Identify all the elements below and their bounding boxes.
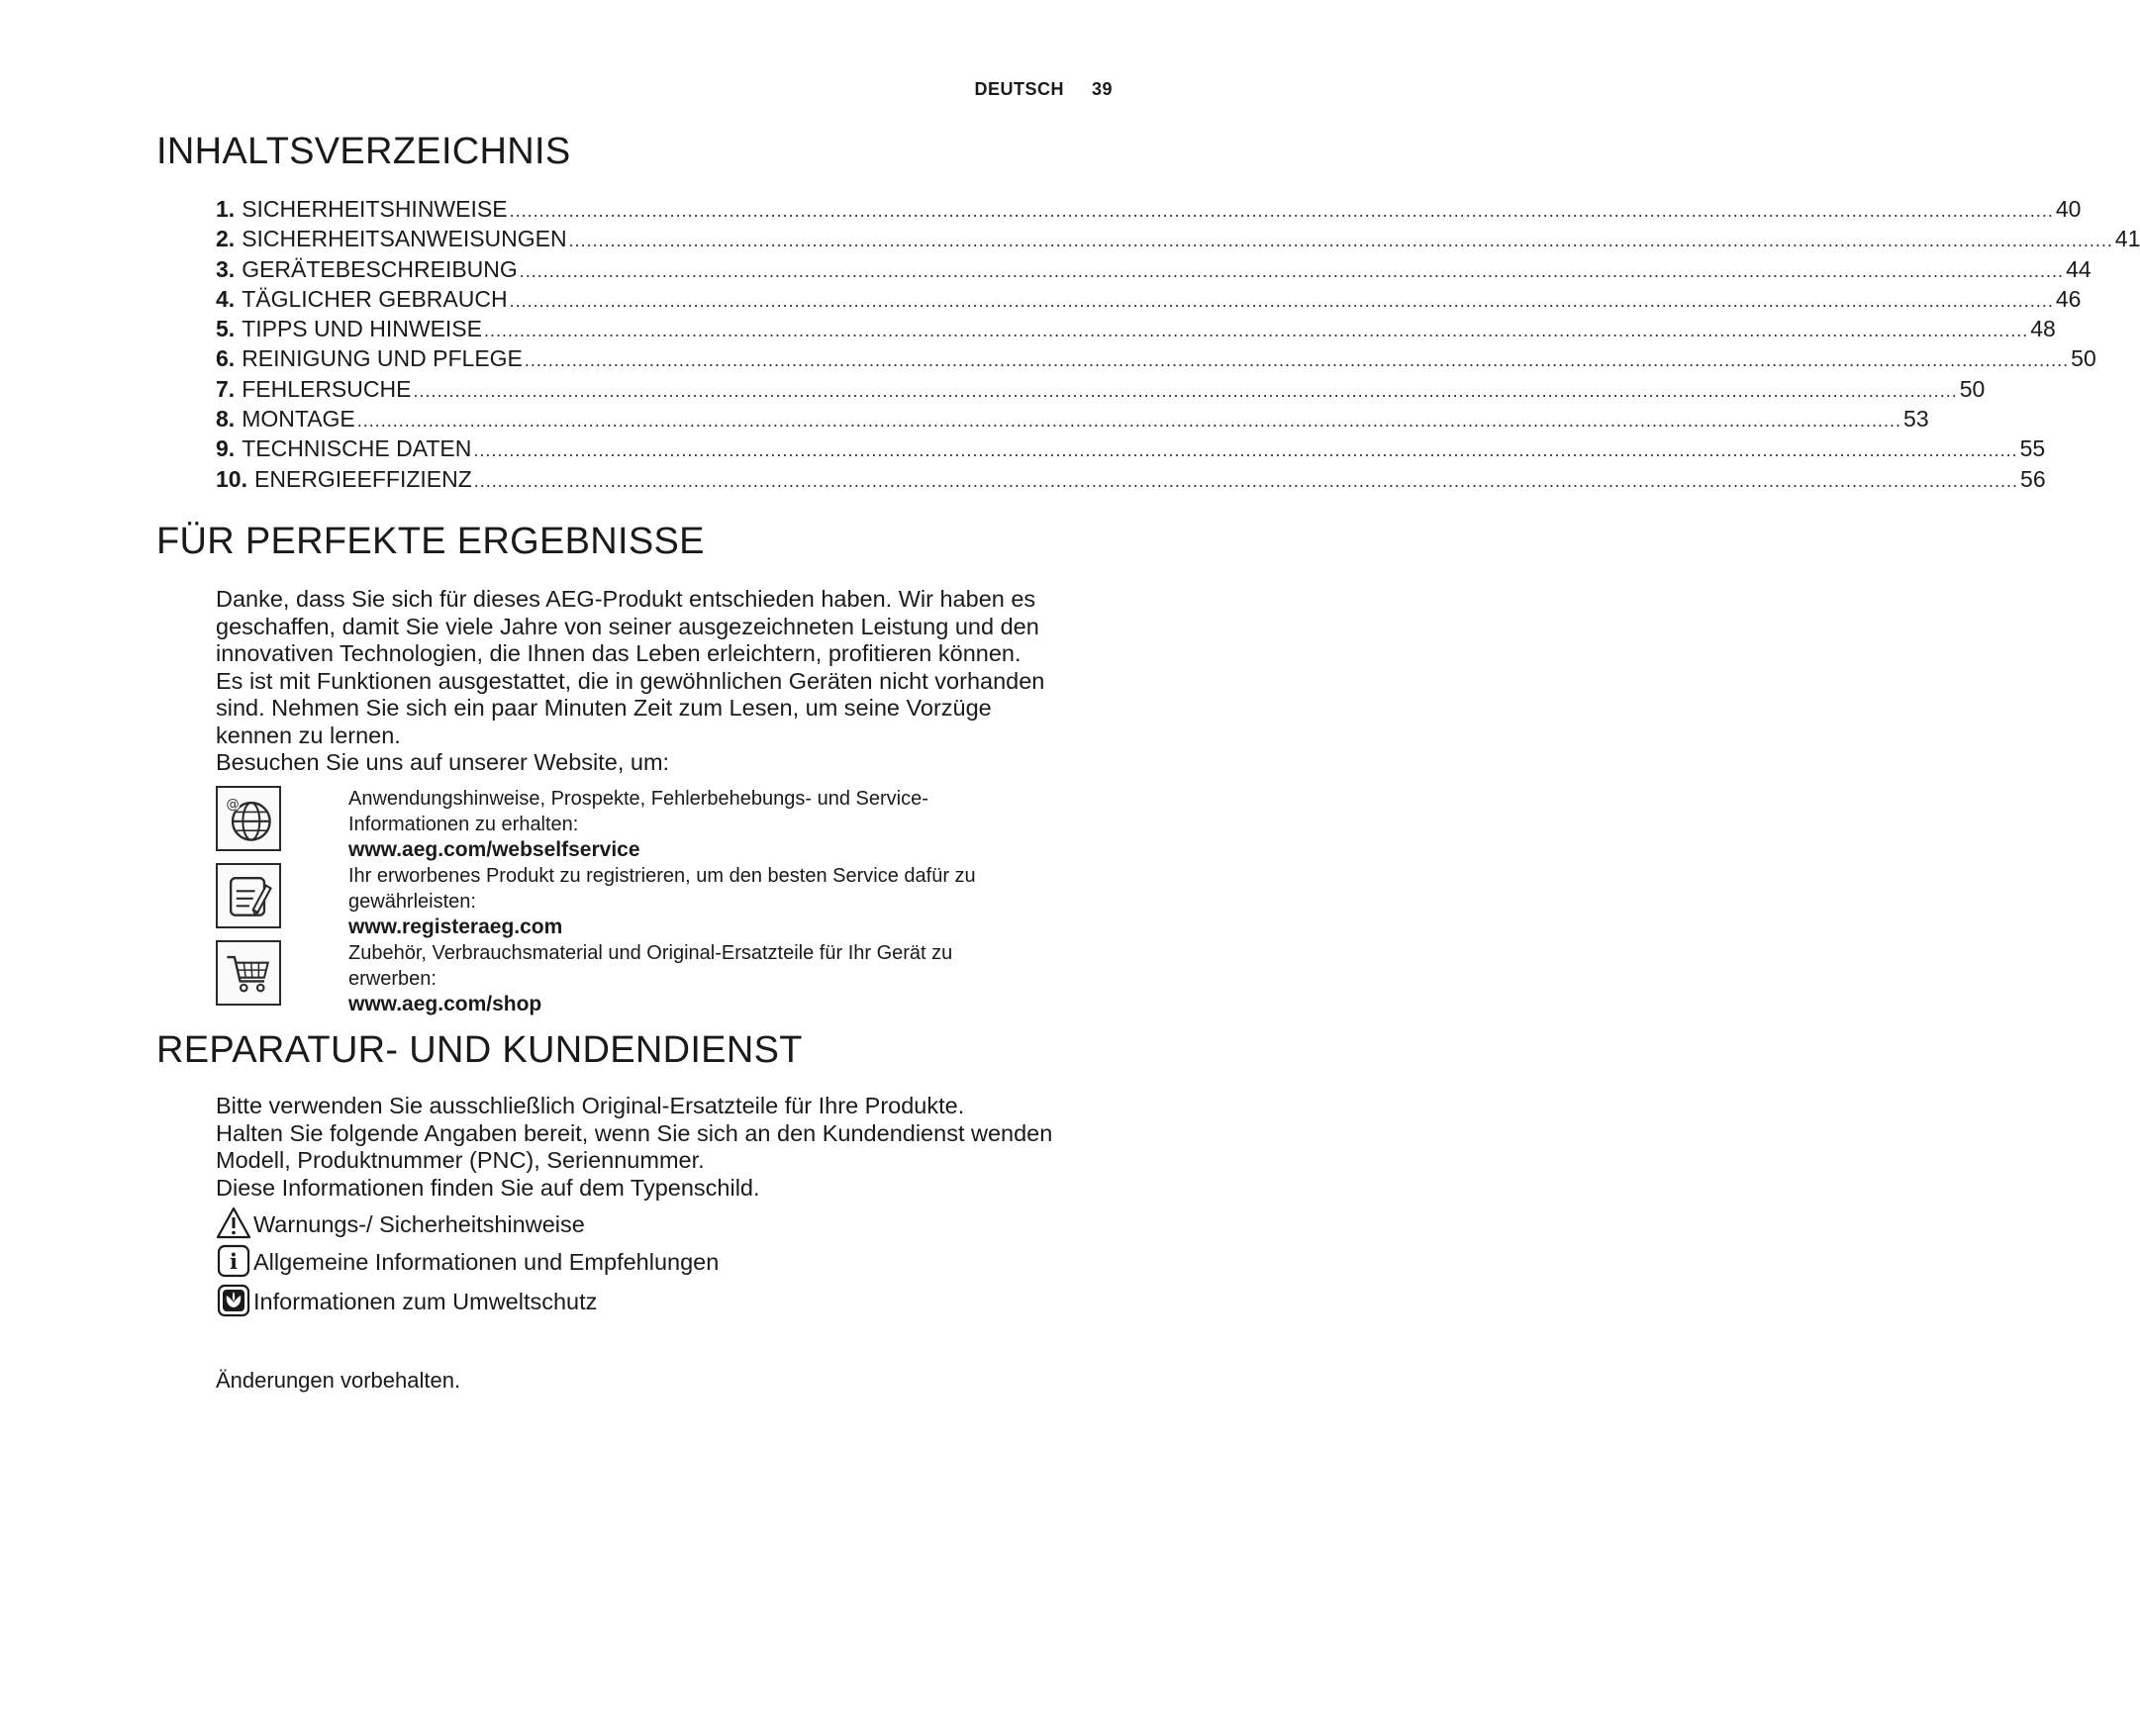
toc-entry-title: TIPPS UND HINWEISE — [242, 316, 482, 342]
toc-entry — [216, 435, 2046, 465]
toc-entry-number: 9. — [216, 435, 236, 462]
service-text — [216, 1093, 1126, 1202]
web-item-webselfservice — [216, 786, 1107, 861]
results-intro — [216, 586, 1126, 777]
legend-environment — [216, 1283, 1107, 1318]
web-item-desc: erwerben: — [348, 968, 437, 990]
shopping-cart-icon — [216, 940, 281, 1006]
toc-entry-title: TÄGLICHER GEBRAUCH — [242, 285, 508, 312]
toc-entry — [216, 226, 2140, 255]
toc-entry-number: 6. — [216, 345, 236, 372]
results-heading: FÜR PERFEKTE ERGEBNISSE — [156, 521, 705, 562]
toc-entry — [216, 196, 2082, 226]
toc-entry-number: 8. — [216, 406, 236, 433]
toc-entry-page: 55 — [2019, 435, 2046, 462]
toc-leader-dots: .................................................................................................................................................................................................................................................................... — [356, 411, 1902, 432]
toc-heading: INHALTSVERZEICHNIS — [156, 131, 571, 172]
toc-entry-title: FEHLERSUCHE — [242, 375, 412, 402]
globe-at-icon — [216, 786, 281, 851]
service-line: Diese Informationen finden Sie auf dem Typenschild. — [216, 1174, 760, 1201]
register-pen-icon — [216, 863, 281, 928]
toc-leader-dots: .................................................................................................................................................................................................................................................................... — [519, 260, 2065, 281]
service-line: Modell, Produktnummer (PNC), Seriennummer. — [216, 1147, 705, 1173]
toc-entry-title: GERÄTEBESCHREIBUNG — [242, 255, 518, 282]
info-icon — [216, 1243, 251, 1279]
toc-entry-title: ENERGIEEFFIZIENZ — [253, 465, 472, 492]
toc-entry-page: 44 — [2066, 255, 2091, 282]
toc-entry-title: SICHERHEITSANWEISUNGEN — [242, 226, 567, 252]
toc-entry-number: 1. — [216, 196, 236, 222]
toc-entry-number: 7. — [216, 375, 236, 402]
toc-entry — [216, 406, 1929, 435]
toc-leader-dots: .................................................................................................................................................................................................................................................................... — [524, 350, 2070, 371]
legend-warning — [216, 1206, 1107, 1241]
toc-entry — [216, 345, 2096, 375]
toc-leader-dots: .................................................................................................................................................................................................................................................................... — [473, 440, 2018, 461]
warning-icon — [216, 1206, 251, 1241]
toc-entry-number: 2. — [216, 226, 236, 252]
intro-line: Danke, dass Sie sich für dieses AEG-Produkt entschieden haben. Wir haben es — [216, 586, 1036, 612]
svg-text:i: i — [230, 1249, 238, 1274]
toc-entry-page: 56 — [2020, 465, 2046, 492]
web-item-register — [216, 863, 1107, 938]
toc-leader-dots: .................................................................................................................................................................................................................................................................... — [413, 380, 1958, 401]
toc-leader-dots: .................................................................................................................................................................................................................................................................... — [484, 321, 2029, 341]
intro-line: sind. Nehmen Sie sich ein paar Minuten Zeit zum Lesen, um seine Vorzüge — [216, 695, 992, 721]
toc-entry-title: MONTAGE — [242, 406, 355, 433]
toc-entry-title: TECHNISCHE DATEN — [242, 435, 472, 462]
web-item-desc: Informationen zu erhalten: — [348, 814, 579, 835]
legend-text: Informationen zum Umweltschutz — [253, 1289, 598, 1314]
toc-leader-dots: .................................................................................................................................................................................................................................................................... — [509, 290, 2054, 311]
shop-link[interactable]: www.aeg.com/shop — [348, 993, 542, 1015]
legend-text: Warnungs-/ Sicherheitshinweise — [253, 1211, 585, 1237]
toc-entry-page: 53 — [1903, 406, 1929, 433]
toc-entry-number: 5. — [216, 316, 236, 342]
legend-info — [216, 1243, 1107, 1279]
toc-entry-title: REINIGUNG UND PFLEGE — [242, 345, 523, 372]
toc-entry-number: 3. — [216, 255, 236, 282]
toc-entry-page: 50 — [2071, 345, 2096, 372]
environment-icon — [216, 1283, 251, 1318]
toc-leader-dots: .................................................................................................................................................................................................................................................................... — [568, 231, 2113, 251]
toc-entry-page: 48 — [2030, 316, 2056, 342]
legend-text: Allgemeine Informationen und Empfehlungen — [253, 1249, 720, 1275]
page-number: 39 — [1091, 79, 1113, 99]
toc-leader-dots: .................................................................................................................................................................................................................................................................... — [509, 201, 2054, 221]
page-header — [891, 79, 1113, 100]
web-item-shop — [216, 940, 1107, 1015]
web-item-desc: Zubehör, Verbrauchsmaterial und Original-Ersatzteile für Ihr Gerät zu — [348, 942, 953, 964]
toc-entry — [216, 316, 2056, 345]
service-line: Halten Sie folgende Angaben bereit, wenn Sie sich an den Kundendienst wenden — [216, 1119, 1053, 1146]
service-line: Bitte verwenden Sie ausschließlich Original-Ersatzteile für Ihre Produkte. — [216, 1093, 965, 1118]
svg-text:@: @ — [226, 797, 240, 813]
toc-entry — [216, 375, 1986, 406]
intro-line: Besuchen Sie uns auf unserer Website, um: — [216, 749, 670, 775]
toc-leader-dots: .................................................................................................................................................................................................................................................................... — [473, 470, 2019, 491]
toc-entry-page: 41 — [2114, 226, 2140, 252]
web-item-desc: gewährleisten: — [348, 891, 476, 913]
intro-line: geschaffen, damit Sie viele Jahre von seiner ausgezeichneten Leistung und den — [216, 613, 1039, 639]
toc-entry-number: 4. — [216, 285, 236, 312]
intro-line: innovativen Technologien, die Ihnen das Leben erleichtern, profitieren können. — [216, 640, 1021, 666]
footer-note: Änderungen vorbehalten. — [216, 1368, 461, 1393]
language-label: DEUTSCH — [974, 79, 1064, 99]
toc-entry — [216, 285, 2082, 316]
toc-entry-title: SICHERHEITSHINWEISE — [242, 196, 508, 222]
registeraeg-link[interactable]: www.registeraeg.com — [348, 916, 563, 938]
intro-line: Es ist mit Funktionen ausgestattet, die in gewöhnlichen Geräten nicht vorhanden — [216, 667, 1045, 694]
service-heading: REPARATUR- UND KUNDENDIENST — [156, 1029, 803, 1071]
intro-line: kennen zu lernen. — [216, 722, 401, 748]
toc-entry-page: 46 — [2055, 285, 2082, 312]
toc-entry — [216, 465, 2046, 496]
web-item-desc: Ihr erworbenes Produkt zu registrieren, um den besten Service dafür zu — [348, 865, 976, 887]
toc-entry-page: 50 — [1959, 375, 1986, 402]
toc-entry — [216, 255, 2091, 286]
web-item-desc: Anwendungshinweise, Prospekte, Fehlerbehebungs- und Service- — [348, 788, 928, 810]
web-item-text — [348, 786, 1120, 863]
web-item-text — [348, 863, 1120, 940]
web-item-text — [348, 940, 1120, 1017]
toc-entry-number: 10. — [216, 465, 247, 492]
webselfservice-link[interactable]: www.aeg.com/webselfservice — [348, 838, 640, 861]
toc-entry-page: 40 — [2055, 196, 2082, 222]
table-of-contents — [216, 196, 2140, 496]
